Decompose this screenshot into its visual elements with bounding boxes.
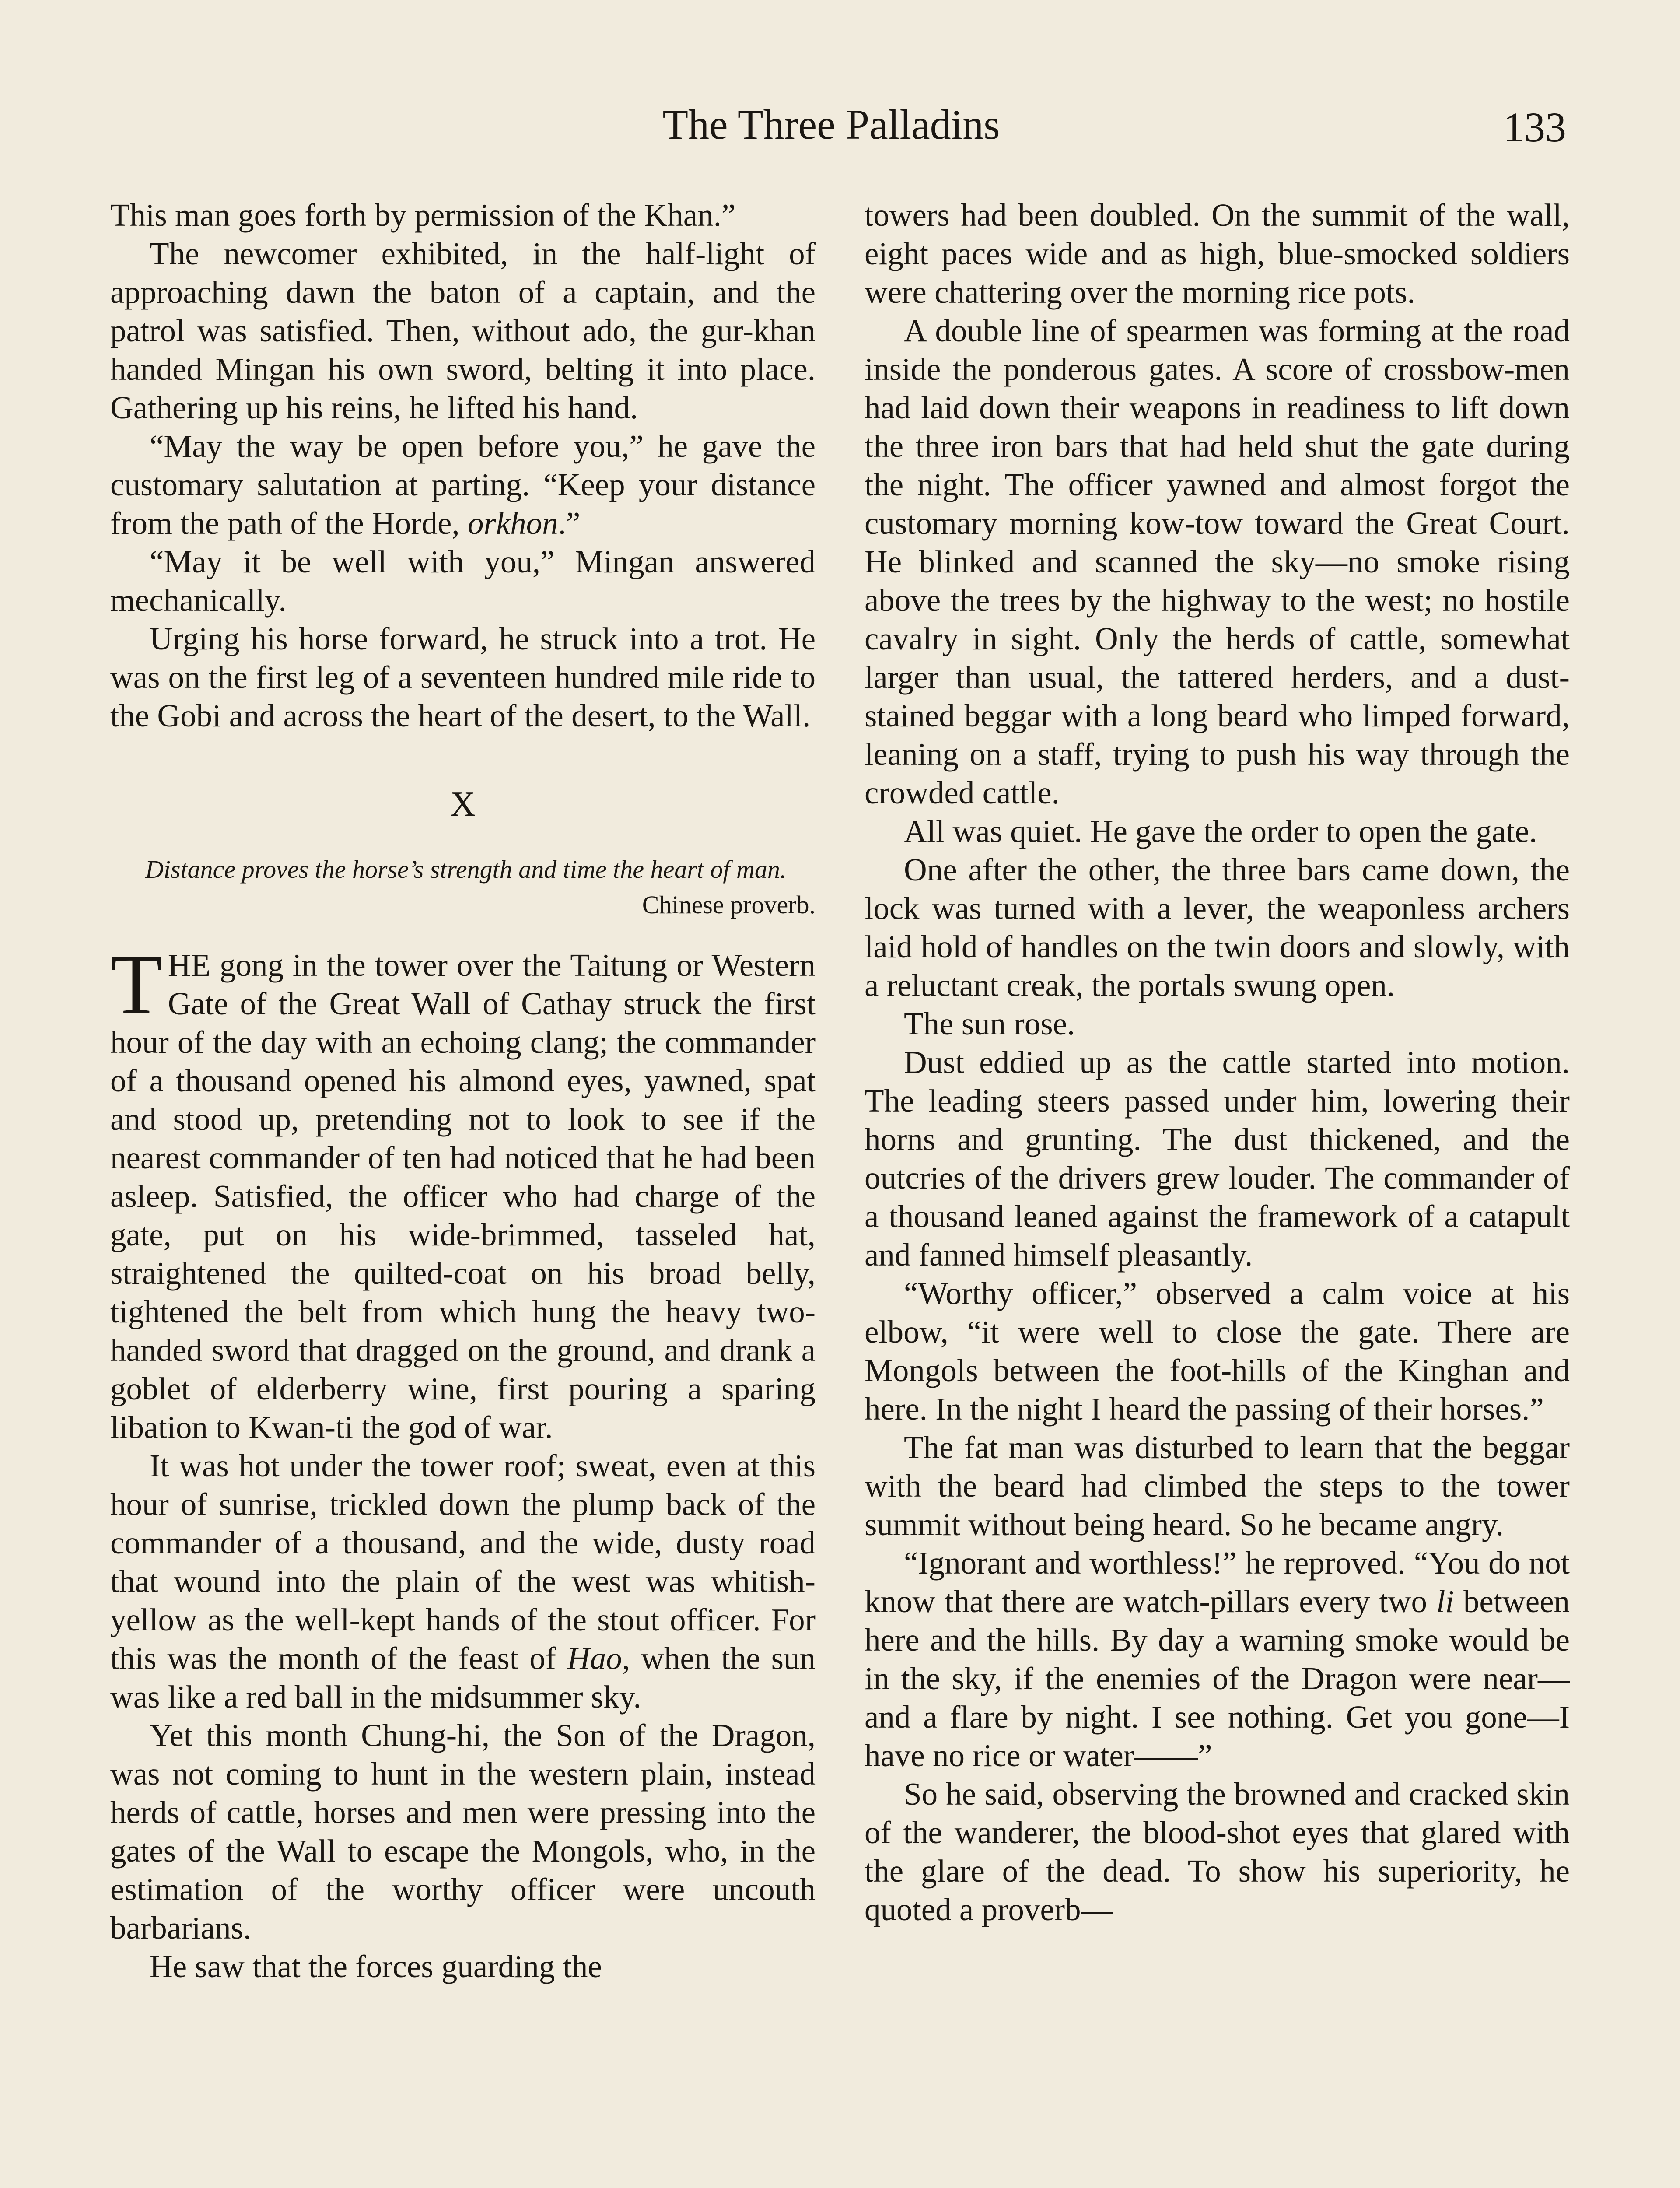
drop-cap: T: [110, 937, 163, 1032]
paragraph-text: HE gong in the tower over the Taitung or Western Gate of the Great Wall of Cathay struck the first hour of the day with an echoing clang; the commander of a thousand opened his almond eyes, yawned, spat and stood up, pretending not to look to see if the nearest commander of ten had noticed that he had been asleep. Satisfied, the officer who had charge of the gate, put on his wide-brimmed, tasseled hat, straightened the quilted-coat on his broad belly, tightened the belt from which hung the heavy two-handed sword that dragged on the ground, and drank a goblet of elderberry wine, first pouring a sparing libation to Kwan-ti the god of war.: [110, 947, 816, 1445]
running-header-title: The Three Palladins: [662, 101, 1000, 148]
paragraph-text: It was hot under the tower roof; sweat, even at this hour of sunrise, trickled down the plump back of the commander of a thousand, and the wide, dusty road that wound into the plain of the west was whitish-yellow as the well-kept hands of the stout officer. For this was the month of the feast of: [110, 1448, 816, 1676]
paragraph: Urging his horse forward, he struck into a trot. He was on the first leg of a seventeen hundred mile ride to the Gobi and across the heart of the desert, to the Wall.: [110, 621, 816, 733]
paragraph: towers had been doubled. On the summit of the wall, eight paces wide and as high, blue-smocked soldiers were chattering over the morning rice pots.: [864, 197, 1570, 310]
right-column: [864, 196, 1570, 1929]
left-column: [110, 196, 816, 1986]
paragraph: A double line of spearmen was forming at the road inside the ponderous gates. A score of crossbow-men had laid down their weapons in readiness to lift down the three iron bars that had held shut the gate during the night. The officer yawned and almost forgot the customary morning kow-tow toward the Great Court. He blinked and scanned the sky—no smoke rising above the trees by the highway to the west; no hostile cavalry in sight. Only the herds of cattle, somewhat larger than usual, the tattered herders, and a dust-stained beggar with a long beard who limped forward, leaning on a staff, trying to push his way through the crowded cattle.: [864, 313, 1570, 810]
paragraph: The fat man was disturbed to learn that the beggar with the beard had climbed the steps to the tower summit without being heard. So he became angry.: [864, 1430, 1570, 1542]
paragraph: One after the other, the three bars came down, the lock was turned with a lever, the weaponless archers laid hold of handles on the twin doors and slowly, with a reluctant creak, the portals swung open.: [864, 852, 1570, 1003]
paragraph-text: “Ignorant and worthless!” he reproved. “You do not know that there are watch-pillars every two: [864, 1545, 1570, 1619]
italic-word: Hao: [567, 1641, 622, 1676]
paragraph: [110, 937, 816, 1447]
paragraph: All was quiet. He gave the order to open the gate.: [904, 813, 1537, 849]
page-number: 133: [1503, 104, 1566, 151]
paragraph-text: , when the sun was like a red ball in the midsummer sky.: [110, 1641, 816, 1715]
paragraph: He saw that the forces guarding the: [150, 1949, 602, 1984]
paragraph: This man goes forth by permission of the Khan.”: [110, 197, 736, 233]
paragraph: So he said, observing the browned and cracked skin of the wanderer, the blood-shot eyes that glared with the glare of the dead. To show his superiority, he quoted a proverb—: [864, 1776, 1570, 1927]
paragraph: Yet this month Chung-hi, the Son of the Dragon, was not coming to hunt in the western plain, instead herds of cattle, horses and men were pressing into the gates of the Wall to escape the Mongols, who, in the estimation of the worthy officer were uncouth barbarians.: [110, 1718, 816, 1946]
paragraph: Dust eddied up as the cattle started into motion. The leading steers passed under him, lowering their horns and grunting. The dust thickened, and the outcries of the drivers grew louder. The commander of a thousand leaned against the framework of a catapult and fanned himself pleasantly.: [864, 1045, 1570, 1273]
paragraph: “Worthy officer,” observed a calm voice at his elbow, “it were well to close the gate. There are Mongols between the foot-hills of the Kinghan and here. In the night I heard the passing of their horses.”: [864, 1276, 1570, 1427]
italic-word: li: [1436, 1584, 1454, 1619]
paragraph: [110, 427, 816, 543]
paragraph: “May it be well with you,” Mingan answered mechanically.: [110, 544, 816, 618]
paragraph-text: “May the way be open before you,” he gave the customary salutation at parting. “Keep your distance from the path of the Horde,: [110, 428, 816, 541]
section-number: X: [450, 785, 476, 824]
epigraph-attribution: Chinese proverb.: [642, 891, 816, 919]
epigraph: Distance proves the horse’s strength and time the heart of man.: [145, 855, 787, 884]
paragraph: The sun rose.: [904, 1006, 1075, 1041]
paragraph: [110, 1447, 816, 1716]
paragraph: [864, 1544, 1570, 1775]
paragraph-text: between here and the hills. By day a warning smoke would be in the sky, if the enemies of the Dragon were near—and a flare by night. I see nothing. Get you gone—I have no rice or water——”: [864, 1584, 1570, 1773]
italic-word: orkhon: [467, 505, 558, 541]
paragraph-text: .”: [558, 505, 581, 541]
paragraph: The newcomer exhibited, in the half-light of approaching dawn the baton of a captain, and the patrol was satisfied. Then, without ado, the gur-khan handed Mingan his own sword, belting it into place. Gathering up his reins, he lifted his hand.: [110, 236, 816, 425]
